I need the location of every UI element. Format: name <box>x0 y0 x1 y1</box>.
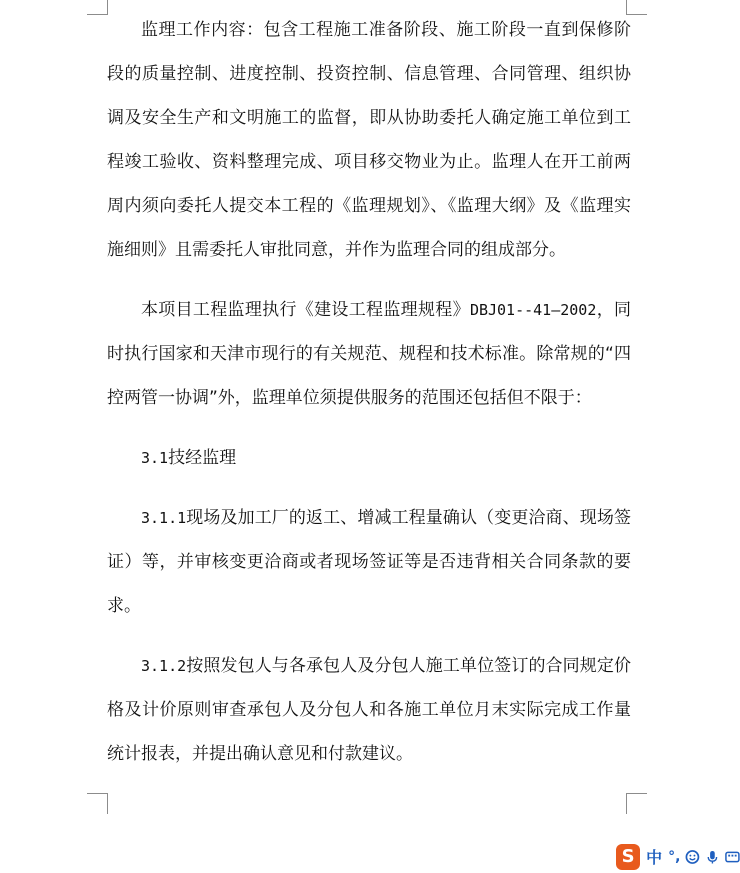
ime-punctuation-toggle[interactable]: °, <box>668 848 681 865</box>
page-corner-mark-bottom-right <box>626 793 647 814</box>
ime-toolbar[interactable] <box>612 840 740 873</box>
section-heading-3-1 <box>107 436 631 480</box>
regulation-code: DBJ01--41—2002 <box>469 301 597 319</box>
paragraph-regulations-text-before: 本项目工程监理执行《建设工程监理规程》 <box>141 300 470 320</box>
page-corner-mark-bottom-left <box>87 793 108 814</box>
paragraph-regulations <box>107 288 631 420</box>
keyboard-icon[interactable] <box>725 849 740 865</box>
item-number: 3.1.1 <box>141 509 187 527</box>
section-title: 技经监理 <box>168 448 237 468</box>
sogou-logo-icon[interactable]: S <box>616 844 640 870</box>
section-number: 3.1 <box>141 449 169 467</box>
item-text: 现场及加工厂的返工、增减工程量确认（变更洽商、现场签证）等，并审核变更洽商或者现场签证等是否违背相关合同条款的要求。 <box>107 508 631 616</box>
paragraph-supervision-scope: 监理工作内容：包含工程施工准备阶段、施工阶段一直到保修阶段的质量控制、进度控制、投资控制、信息管理、合同管理、组织协调及安全生产和文明施工的监督，即从协助委托人确定施工单位到工程竣工验收、资料整理完成、项目移交物业为止。监理人在开工前两周内须向委托人提交本工程的《监理规划》、《监理大纲》及《监理实施细则》且需委托人审批同意，并作为监理合同的组成部分。 <box>107 20 631 260</box>
paragraph-3-1-1 <box>107 496 631 628</box>
emoji-icon[interactable] <box>685 849 700 865</box>
item-text: 按照发包人与各承包人及分包人施工单位签订的合同规定价格及计价原则审查承包人及分包人和各施工单位月末实际完成工作量统计报表，并提出确认意见和付款建议。 <box>107 656 631 764</box>
paragraph-3-1-2 <box>107 644 631 776</box>
page-corner-mark-top-left <box>87 0 108 15</box>
paragraph-regulations-text-after: ，同时执行国家和天津市现行的有关规范、规程和技术标准。除常规的“四控两管一协调”外，监理单位须提供服务的范围还包括但不限于： <box>107 300 631 408</box>
item-number: 3.1.2 <box>141 657 187 675</box>
microphone-icon[interactable] <box>705 849 720 865</box>
ime-mode-toggle[interactable]: 中 <box>646 848 663 867</box>
document-body[interactable] <box>107 8 631 776</box>
